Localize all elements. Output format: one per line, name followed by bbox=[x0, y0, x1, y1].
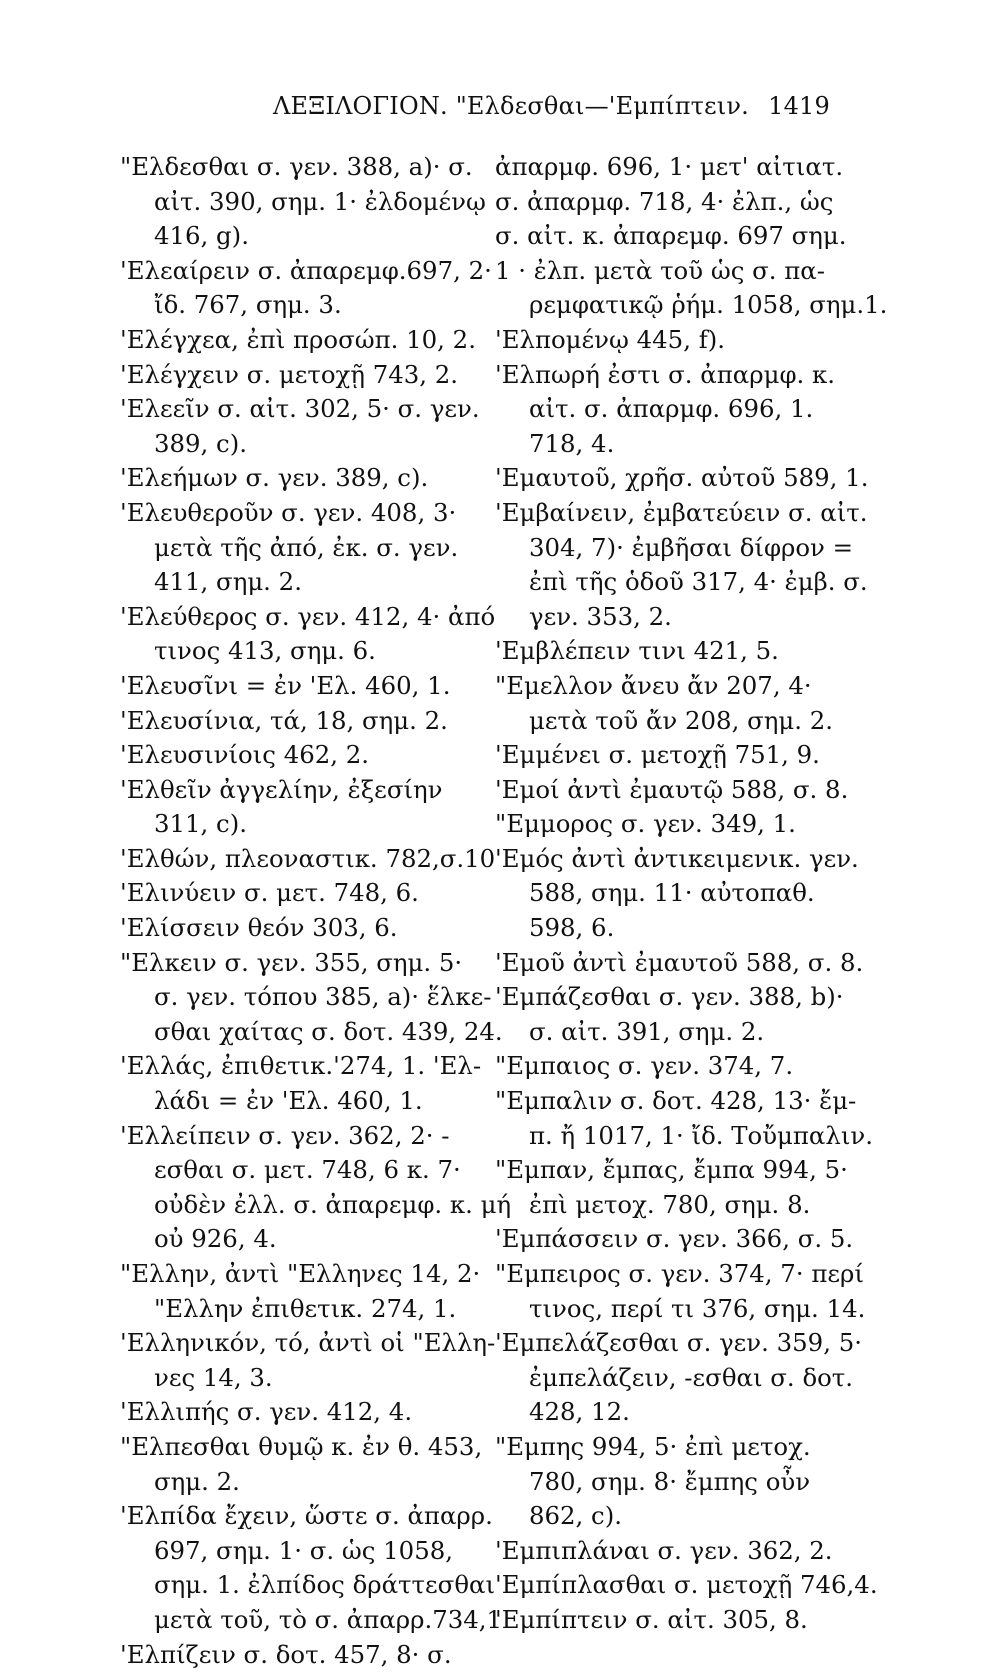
dictionary-line: 'Εμμένει σ. μετοχῇ 751, 9. bbox=[495, 740, 820, 770]
dictionary-line: 718, 4. bbox=[529, 428, 615, 458]
dictionary-line: σημ. 1. ἐλπίδος δράττεσθαι bbox=[154, 1570, 496, 1600]
dictionary-line: 588, σημ. 11· αὐτοπαθ. bbox=[529, 878, 815, 908]
dictionary-line: 'Ελέγχειν σ. μετοχῇ 743, 2. bbox=[120, 359, 459, 389]
dictionary-line: 428, 12. bbox=[529, 1397, 630, 1427]
dictionary-line: σ. ἀπαρμφ. 718, 4· ἐλπ., ὡς bbox=[495, 186, 834, 216]
dictionary-line: 'Ελθών, πλεοναστικ. 782,σ.10 bbox=[120, 843, 496, 873]
dictionary-line: 'Ελεαίρειν σ. ἀπαρεμφ.697, 2· bbox=[120, 255, 492, 285]
dictionary-line: 'Εμπίπλασθαι σ. μετοχῇ 746,4. bbox=[495, 1570, 878, 1600]
dictionary-line: 304, 7)· ἐμβῆσαι δίφρον = bbox=[529, 532, 854, 562]
dictionary-line: σ. γεν. τόπου 385, a)· ἕλκε- bbox=[154, 982, 492, 1012]
dictionary-line: 'Εμός ἀντὶ ἀντικειμενικ. γεν. bbox=[495, 843, 859, 873]
dictionary-line: "Εμπειρος σ. γεν. 374, 7· περί bbox=[495, 1259, 864, 1288]
dictionary-line: 'Ελπωρή ἐστι σ. ἀπαρμφ. κ. bbox=[495, 359, 836, 389]
dictionary-line: 'Ελευσίνια, τά, 18, σημ. 2. bbox=[120, 705, 448, 735]
running-title: ΛΕΞΙΛΟΓΙΟΝ. "Ελδεσθαι—'Εμπίπτειν. bbox=[273, 92, 750, 120]
dictionary-line: 'Εμοί ἀντὶ ἐμαυτῷ 588, σ. 8. bbox=[495, 774, 849, 804]
dictionary-line: σ. αἰτ. κ. ἀπαρεμφ. 697 σημ. bbox=[495, 221, 847, 251]
dictionary-line: "Ελδεσθαι σ. γεν. 388, a)· σ. bbox=[120, 152, 473, 181]
dictionary-line: π. ἤ 1017, 1· ἴδ. Τοὔμπαλιν. bbox=[529, 1120, 873, 1150]
dictionary-line: νες 14, 3. bbox=[154, 1362, 273, 1392]
dictionary-line: 'Ελπίζειν σ. δοτ. 457, 8· σ. bbox=[120, 1639, 452, 1669]
dictionary-line: ἐπὶ τῆς ὁδοῦ 317, 4· ἐμβ. σ. bbox=[529, 567, 868, 597]
dictionary-line: σημ. 2. bbox=[154, 1466, 240, 1496]
dictionary-line: ἀπαρμφ. 696, 1· μετ' αἰτιατ. bbox=[495, 152, 844, 181]
dictionary-line: 780, σημ. 8· ἔμπης οὖν bbox=[529, 1466, 811, 1496]
dictionary-line: "Εμελλον ἄνευ ἄν 207, 4· bbox=[495, 670, 812, 700]
dictionary-line: 598, 6. bbox=[529, 913, 615, 943]
dictionary-line: τινος 413, σημ. 6. bbox=[154, 636, 376, 666]
dictionary-line: 'Εμπάζεσθαι σ. γεν. 388, b)· bbox=[495, 982, 844, 1012]
dictionary-line: σθαι χαίτας σ. δοτ. 439, 24. bbox=[154, 1016, 503, 1046]
dictionary-line: 'Ελεεῖν σ. αἰτ. 302, 5· σ. γεν. bbox=[120, 394, 480, 424]
dictionary-line: 'Ελλιπής σ. γεν. 412, 4. bbox=[120, 1397, 413, 1427]
dictionary-line: 'Ελπομένῳ 445, f). bbox=[495, 324, 725, 354]
dictionary-line: 'Ελλάς, ἐπιθετικ.'274, 1. 'Ελ- bbox=[120, 1051, 482, 1081]
dictionary-line: 'Ελληνικόν, τό, ἀντὶ οἱ "Ελλη- bbox=[120, 1328, 496, 1358]
dictionary-line: μετὰ τοῦ ἄν 208, σημ. 2. bbox=[529, 705, 833, 735]
dictionary-line: 'Εμαυτοῦ, χρῆσ. αὐτοῦ 589, 1. bbox=[495, 463, 869, 493]
dictionary-line: "Εμπαλιν σ. δοτ. 428, 13· ἔμ- bbox=[495, 1086, 857, 1116]
dictionary-line: 'Ελθεῖν ἀγγελίην, ἐξεσίην bbox=[120, 774, 443, 804]
dictionary-line: 'Ελέγχεα, ἐπὶ προσώπ. 10, 2. bbox=[120, 324, 476, 354]
dictionary-line: μετὰ τοῦ, τὸ σ. ἀπαρρ.734,1 bbox=[154, 1604, 503, 1634]
dictionary-line: "Εμπης 994, 5· ἐπὶ μετοχ. bbox=[495, 1431, 811, 1461]
dictionary-line: ἐμπελάζειν, -εσθαι σ. δοτ. bbox=[529, 1362, 854, 1392]
dictionary-line: ἐπὶ μετοχ. 780, σημ. 8. bbox=[529, 1189, 811, 1219]
dictionary-line: 'Ελευθεροῦν σ. γεν. 408, 3· bbox=[120, 497, 457, 527]
dictionary-line: 'Ελπίδα ἔχειν, ὥστε σ. ἀπαρρ. bbox=[120, 1501, 493, 1531]
dictionary-line: 'Ελεήμων σ. γεν. 389, c). bbox=[120, 463, 429, 493]
dictionary-line: 'Ελλείπειν σ. γεν. 362, 2· - bbox=[120, 1120, 450, 1150]
dictionary-line: οὐδὲν ἐλλ. σ. ἀπαρεμφ. κ. μή bbox=[154, 1189, 512, 1219]
dictionary-line: γεν. 353, 2. bbox=[529, 601, 672, 631]
dictionary-line: 411, σημ. 2. bbox=[154, 567, 302, 597]
dictionary-line: 311, c). bbox=[154, 809, 247, 839]
dictionary-line: μετὰ τῆς ἀπό, ἐκ. σ. γεν. bbox=[154, 532, 459, 562]
dictionary-line: εσθαι σ. μετ. 748, 6 κ. 7· bbox=[154, 1155, 461, 1185]
dictionary-line: 'Εμπάσσειν σ. γεν. 366, σ. 5. bbox=[495, 1224, 854, 1254]
dictionary-line: 862, c). bbox=[529, 1501, 622, 1531]
dictionary-line: "Ελλην, ἀντὶ "Ελληνες 14, 2· bbox=[120, 1259, 481, 1288]
dictionary-line: 416, g). bbox=[154, 221, 249, 251]
dictionary-line: ἴδ. 767, σημ. 3. bbox=[154, 290, 342, 320]
page-number: 1419 bbox=[768, 92, 830, 120]
dictionary-line: 'Ελευσινίοις 462, 2. bbox=[120, 740, 370, 770]
dictionary-line: 'Εμοῦ ἀντὶ ἐμαυτοῦ 588, σ. 8. bbox=[495, 947, 864, 977]
left-column bbox=[120, 150, 512, 1672]
dictionary-line: "Εμπαν, ἔμπας, ἔμπα 994, 5· bbox=[495, 1155, 848, 1185]
dictionary-line: "Ελλην ἐπιθετικ. 274, 1. bbox=[154, 1293, 457, 1323]
dictionary-line: 'Εμπιπλάναι σ. γεν. 362, 2. bbox=[495, 1535, 833, 1565]
dictionary-line: "Εμπαιος σ. γεν. 374, 7. bbox=[495, 1051, 794, 1081]
dictionary-line: "Εμμορος σ. γεν. 349, 1. bbox=[495, 809, 796, 839]
dictionary-line: 389, c). bbox=[154, 428, 247, 458]
dictionary-line: "Ελκειν σ. γεν. 355, σημ. 5· bbox=[120, 947, 463, 977]
dictionary-line: 'Εμβαίνειν, ἐμβατεύειν σ. αἰτ. bbox=[495, 497, 868, 527]
right-column bbox=[495, 150, 888, 1638]
dictionary-line: 697, σημ. 1· σ. ὡς 1058, bbox=[154, 1535, 453, 1565]
dictionary-line: 'Ελεύθερος σ. γεν. 412, 4· ἀπό bbox=[120, 601, 496, 631]
dictionary-line: 'Εμβλέπειν τινι 421, 5. bbox=[495, 636, 779, 666]
dictionary-line: ρεμφατικῷ ῥήμ. 1058, σημ.1. bbox=[529, 290, 888, 320]
page-header bbox=[118, 92, 830, 132]
dictionary-line: 1 · ἐλπ. μετὰ τοῦ ὡς σ. πα- bbox=[495, 255, 826, 285]
dictionary-line: τινος, περί τι 376, σημ. 14. bbox=[529, 1293, 866, 1323]
dictionary-line: 'Εμπελάζεσθαι σ. γεν. 359, 5· bbox=[495, 1328, 862, 1358]
dictionary-line: αἰτ. 390, σημ. 1· ἐλδομένῳ bbox=[154, 186, 486, 216]
dictionary-line: αἰτ. σ. ἀπαρμφ. 696, 1. bbox=[529, 394, 814, 424]
dictionary-line: οὐ 926, 4. bbox=[154, 1224, 277, 1254]
dictionary-line: 'Ελευσῖνι = ἐν 'Ελ. 460, 1. bbox=[120, 670, 451, 700]
dictionary-line: σ. αἰτ. 391, σημ. 2. bbox=[529, 1016, 765, 1046]
dictionary-line: λάδι = ἐν 'Ελ. 460, 1. bbox=[154, 1086, 423, 1116]
dictionary-line: "Ελπεσθαι θυμῷ κ. ἐν θ. 453, bbox=[120, 1431, 483, 1461]
dictionary-line: 'Εμπίπτειν σ. αἰτ. 305, 8. bbox=[495, 1604, 808, 1634]
dictionary-line: 'Ελίσσειν θεόν 303, 6. bbox=[120, 913, 398, 943]
dictionary-line: 'Ελινύειν σ. μετ. 748, 6. bbox=[120, 878, 419, 908]
